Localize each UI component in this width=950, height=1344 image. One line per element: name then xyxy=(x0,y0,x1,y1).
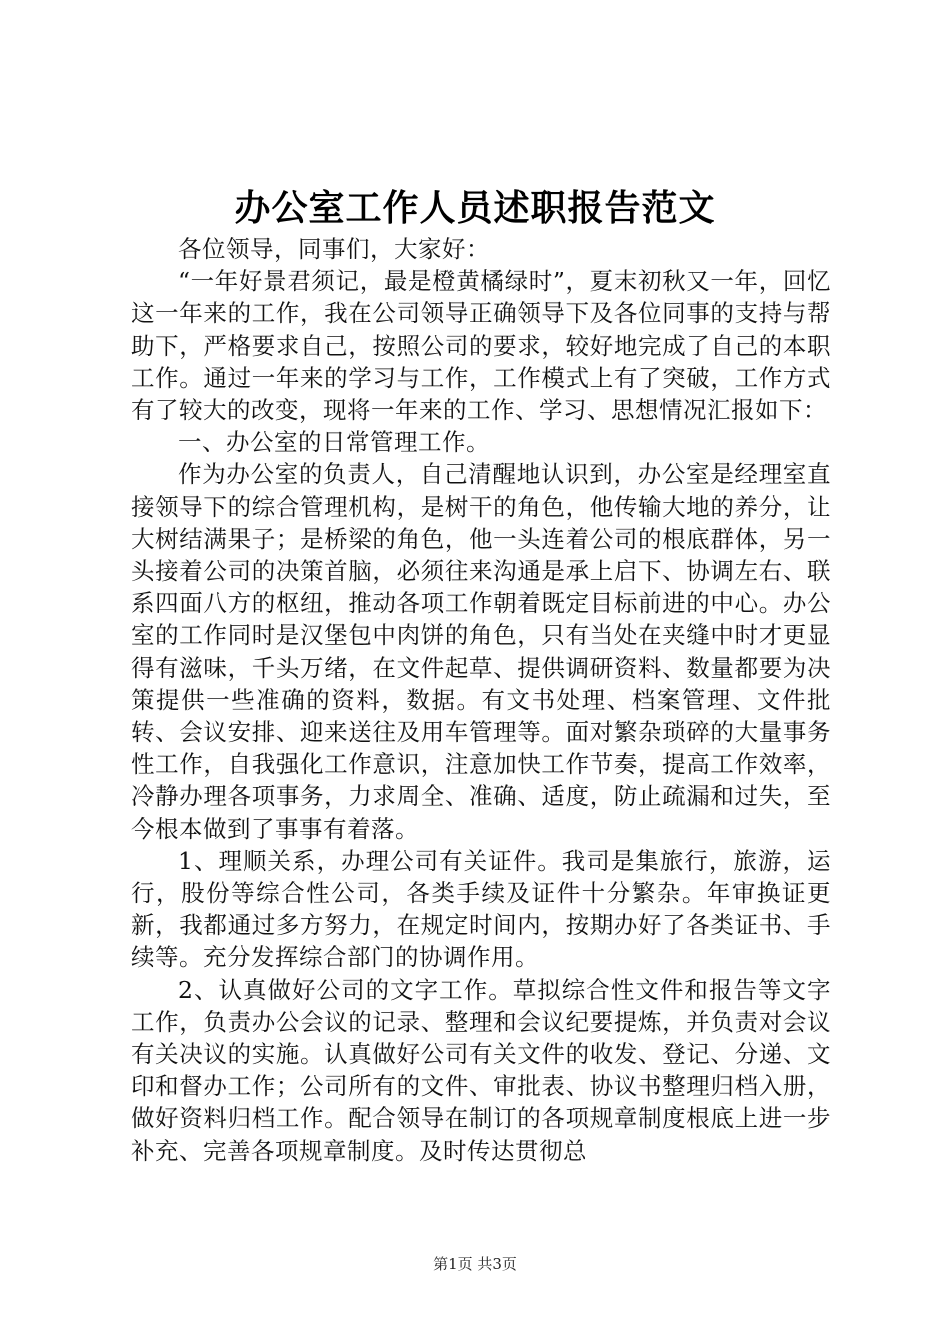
document-body xyxy=(131,233,831,1167)
paragraph-item-2: 2、认真做好公司的文字工作。草拟综合性文件和报告等文字工作，负责办公会议的记录、整理和会议纪要提炼，并负责对会议有关决议的实施。认真做好公司有关文件的收发、登记、分递、文印和督办工作；公司所有的文件、审批表、协议书整理归档入册，做好资料归档工作。配合领导在制订的各项规章制度根底上进一步补充、完善各项规章制度。及时传达贯彻总 xyxy=(131,975,831,1165)
paragraph-greeting: 各位领导，同事们，大家好： xyxy=(178,235,490,263)
paragraph-office-role: 作为办公室的负责人，自己清醒地认识到，办公室是经理室直接领导下的综合管理机构，是树干的角色，他传输大地的养分，让大树结满果子；是桥梁的角色，他一头连着公司的根底群体，另一头接着公司的决策首脑，必须往来沟通是承上启下、协调左右、联系四面八方的枢纽，推动各项工作朝着既定目标前进的中心。办公室的工作同时是汉堡包中肉饼的角色，只有当处在夹缝中时才更显得有滋味，千头万绪，在文件起草、提供调研资料、数量都要为决策提供一些准确的资料，数据。有文书处理、档案管理、文件批转、会议安排、迎来送往及用车管理等。面对繁杂琐碎的大量事务性工作，自我强化工作意识，注意加快工作节奏，提高工作效率，冷静办理各项事务，力求周全、准确、适度，防止疏漏和过失，至今根本做到了事事有着落。 xyxy=(131,460,831,843)
paragraph-item-1: 1、理顺关系，办理公司有关证件。我司是集旅行，旅游，运行，股份等综合性公司，各类手续及证件十分繁杂。年审换证更新，我都通过多方努力，在规定时间内，按期办好了各类证书、手续等。充分发挥综合部门的协调作用。 xyxy=(131,846,831,972)
page-number-footer: 第1页 共3页 xyxy=(433,1255,517,1273)
paragraph-intro: “一年好景君须记，最是橙黄橘绿时”，夏末初秋又一年，回忆这一年来的工作，我在公司领导正确领导下及各位同事的支持与帮助下，严格要求自己，按照公司的要求，较好地完成了自己的本职工作。通过一年来的学习与工作，工作模式上有了突破，工作方式有了较大的改变，现将一年来的工作、学习、思想情况汇报如下： xyxy=(131,267,831,425)
document-title: 办公室工作人员述职报告范文 xyxy=(234,187,716,229)
section-heading-daily-management: 一、办公室的日常管理工作。 xyxy=(178,428,490,457)
